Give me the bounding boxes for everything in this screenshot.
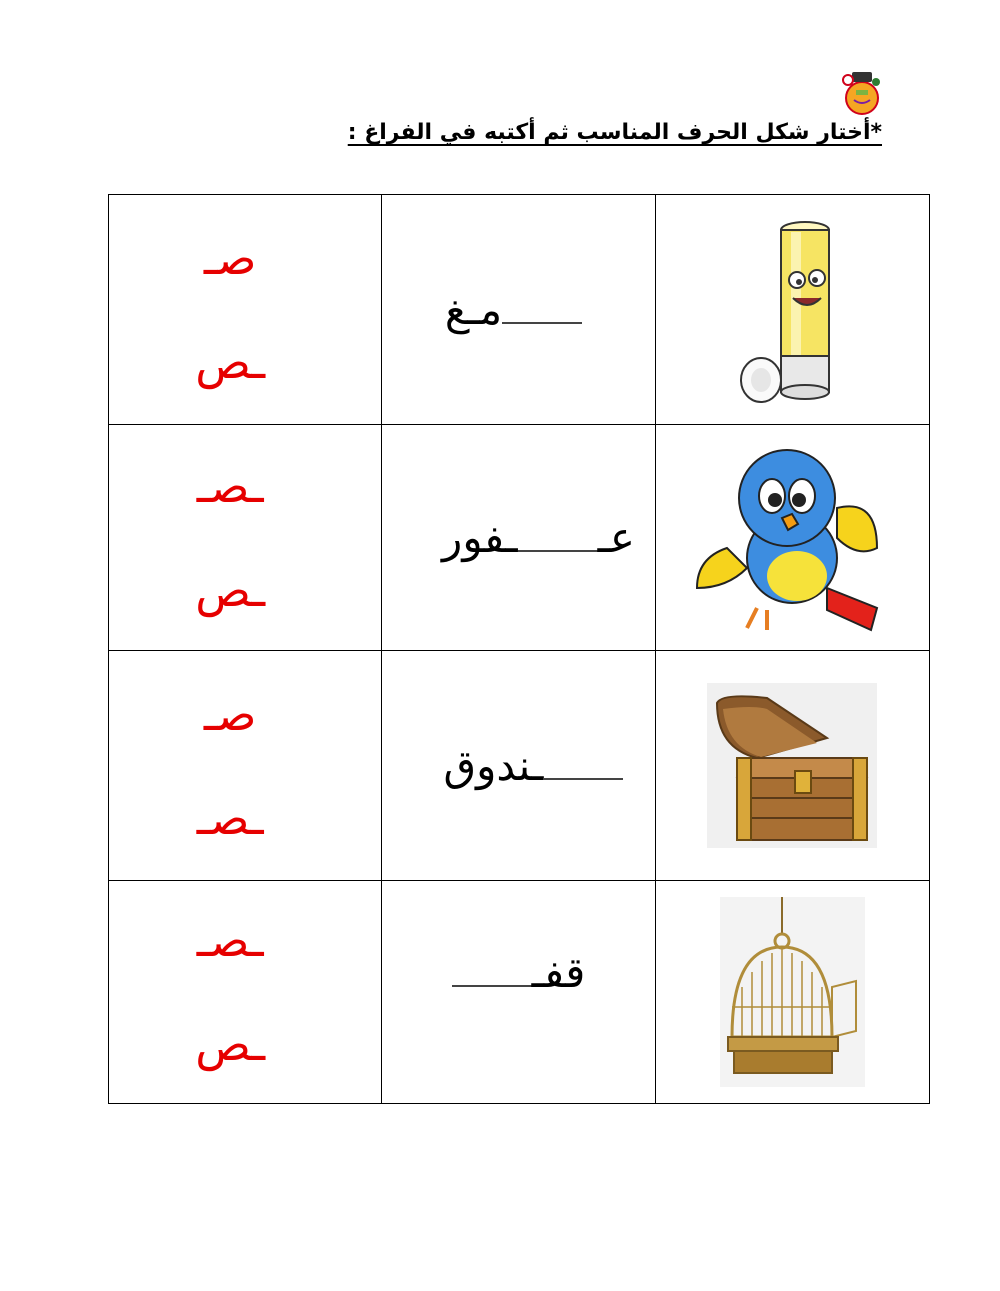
word-with-blank: [422, 513, 654, 562]
word-part: قفـ: [531, 947, 586, 997]
letter-option[interactable]: ـصـ: [196, 458, 264, 513]
exercise-row: [109, 195, 930, 425]
word-part: ـندوق: [443, 741, 544, 790]
word-cell: [382, 651, 655, 881]
letter-option[interactable]: صـ: [203, 686, 257, 741]
picture-cell: [655, 195, 929, 425]
exercise-row: [109, 881, 930, 1104]
picture-cell: [655, 651, 929, 881]
teacher-bell-logo-icon: [840, 68, 886, 118]
word-cell: [382, 195, 655, 425]
glue-stick-icon: [727, 210, 857, 410]
word-with-blank: [412, 741, 654, 790]
blank-slot[interactable]: [518, 540, 598, 552]
word-cell: [382, 425, 655, 651]
picture-cell: [655, 425, 929, 651]
letter-option[interactable]: ـص: [195, 1017, 266, 1071]
exercise-row: [109, 425, 930, 651]
exercise-table: [108, 194, 930, 1104]
word-part: ـفور: [442, 513, 518, 562]
letter-option[interactable]: ـصـ: [196, 790, 264, 845]
options-cell: [109, 881, 382, 1104]
bird-cage-icon: [720, 897, 865, 1087]
word-with-blank: [382, 948, 654, 997]
blank-slot[interactable]: [452, 975, 532, 987]
word-part: عـ: [597, 513, 635, 562]
options-cell: [109, 195, 382, 425]
word-part: مـغ: [444, 285, 503, 334]
letter-option[interactable]: صـ: [203, 230, 257, 285]
blank-slot[interactable]: [543, 768, 623, 780]
instruction-title: *أختار شكل الحرف المناسب ثم أكتبه في الفراغ :: [347, 120, 882, 145]
options-cell: [109, 425, 382, 651]
word-with-blank: [372, 285, 654, 334]
letter-option[interactable]: ـص: [195, 334, 266, 389]
blank-slot[interactable]: [502, 312, 582, 324]
exercise-row: [109, 651, 930, 881]
letter-option[interactable]: ـصـ: [196, 913, 264, 967]
options-cell: [109, 651, 382, 881]
treasure-chest-icon: [707, 683, 877, 848]
blue-bird-icon: [687, 438, 897, 638]
letter-option[interactable]: ـص: [195, 562, 266, 617]
picture-cell: [655, 881, 929, 1104]
word-cell: [382, 881, 655, 1104]
